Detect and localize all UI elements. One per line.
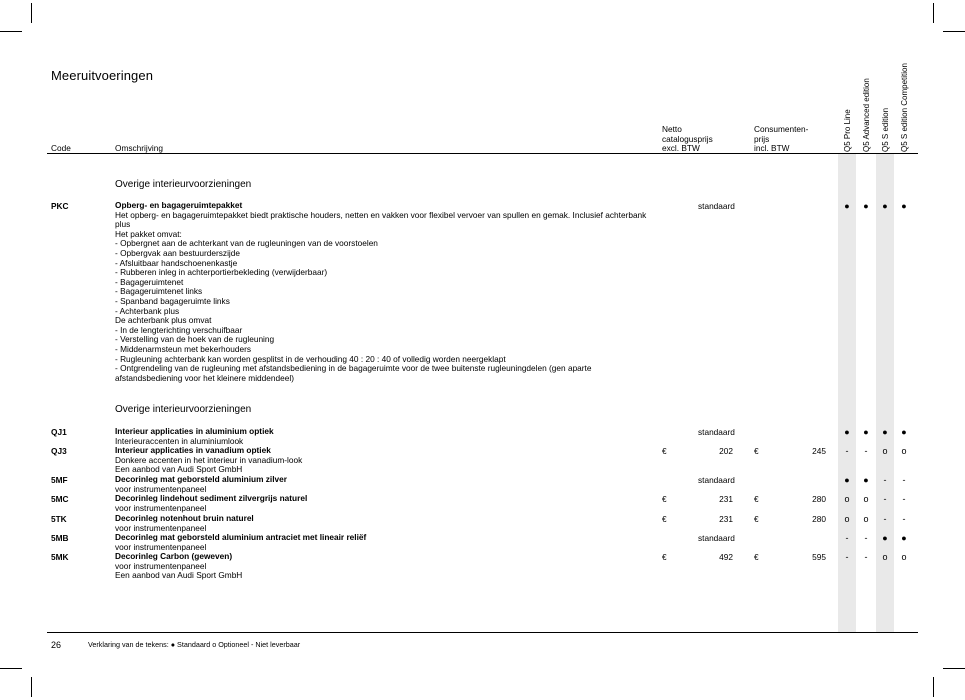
option-name: Decorinleg Carbon (geweven): [115, 551, 233, 561]
option-description: Decorinleg mat geborsteld aluminium antraciet met lineair reliëf voor instrumentenpaneel: [115, 533, 635, 552]
crop-mark: [943, 31, 965, 32]
option-code: 5MC: [51, 494, 69, 504]
option-code: QJ3: [51, 446, 67, 456]
availability-mark: -: [845, 552, 849, 562]
availability-mark: o: [882, 446, 888, 456]
option-description: Interieur applicaties in aluminium optiek Interieuraccenten in aluminiumlook: [115, 427, 635, 446]
crop-mark: [0, 668, 22, 669]
consumer-price: 595: [812, 552, 826, 562]
option-code: 5MB: [51, 533, 69, 543]
page-number: 26: [51, 640, 62, 650]
availability-mark: ●: [901, 533, 907, 543]
crop-mark: [31, 3, 32, 23]
availability-mark: ●: [844, 475, 850, 485]
price-note: standaard: [698, 475, 735, 485]
availability-mark: -: [864, 552, 868, 562]
header-edition-pro-line: Q5 Pro Line: [843, 109, 852, 152]
option-name: Opberg- en bagageruimtepakket: [115, 200, 243, 210]
euro-sign: €: [754, 494, 759, 504]
option-code: QJ1: [51, 427, 67, 437]
availability-mark: ●: [863, 427, 869, 437]
option-description: Decorinleg lindehout sediment zilvergrijs naturel voor instrumentenpaneel: [115, 494, 635, 513]
option-description: Interieur applicaties in vanadium optiek Donkere accenten in het interieur in vanadium-look Een aanbod van Audi Sport GmbH: [115, 446, 635, 475]
section-title: Overige interieurvoorzieningen: [115, 179, 252, 190]
header-rule: [47, 153, 918, 154]
net-price: 492: [719, 552, 733, 562]
consumer-price: 280: [812, 494, 826, 504]
availability-mark: o: [901, 552, 907, 562]
header-net-price: Netto catalogusprijs excl. BTW: [662, 124, 713, 153]
header-consumer-price: Consumenten- prijs incl. BTW: [754, 124, 809, 153]
header-edition-advanced: Q5 Advanced edition: [862, 78, 871, 152]
option-code: 5TK: [51, 514, 67, 524]
euro-sign: €: [662, 494, 667, 504]
availability-mark: -: [845, 446, 849, 456]
crop-mark: [933, 677, 934, 697]
option-name: Decorinleg mat geborsteld aluminium zilver: [115, 474, 287, 484]
euro-sign: €: [754, 446, 759, 456]
consumer-price: 280: [812, 514, 826, 524]
availability-mark: -: [845, 533, 849, 543]
availability-mark: -: [883, 494, 887, 504]
option-description: Decorinleg Carbon (geweven) voor instrumentenpaneel Een aanbod van Audi Sport GmbH: [115, 552, 635, 581]
crop-mark: [943, 668, 965, 669]
header-code: Code: [51, 143, 71, 153]
availability-mark: o: [863, 514, 869, 524]
availability-mark: -: [864, 533, 868, 543]
price-note: standaard: [698, 427, 735, 437]
crop-mark: [0, 31, 22, 32]
net-price: 231: [719, 514, 733, 524]
availability-mark: ●: [863, 475, 869, 485]
availability-mark: ●: [844, 201, 850, 211]
availability-mark: ●: [882, 533, 888, 543]
header-edition-s-competition: Q5 S edition Competition: [900, 63, 909, 152]
euro-sign: €: [662, 446, 667, 456]
option-name: Decorinleg mat geborsteld aluminium antraciet met lineair reliëf: [115, 532, 367, 542]
option-name: Interieur applicaties in aluminium optiek: [115, 426, 274, 436]
availability-mark: -: [902, 514, 906, 524]
option-name: Decorinleg lindehout sediment zilvergrijs naturel: [115, 493, 308, 503]
price-note: standaard: [698, 533, 735, 543]
availability-mark: o: [863, 494, 869, 504]
header-edition-s: Q5 S edition: [881, 107, 890, 152]
availability-mark: ●: [882, 427, 888, 437]
option-code: 5MK: [51, 552, 69, 562]
availability-mark: -: [883, 475, 887, 485]
availability-mark: o: [882, 552, 888, 562]
page-title: Meeruitvoeringen: [51, 68, 154, 83]
euro-sign: €: [662, 514, 667, 524]
availability-mark: -: [883, 514, 887, 524]
availability-mark: ●: [844, 427, 850, 437]
net-price: 231: [719, 494, 733, 504]
option-code: PKC: [51, 201, 69, 211]
availability-mark: ●: [901, 201, 907, 211]
availability-mark: -: [902, 475, 906, 485]
availability-mark: -: [902, 494, 906, 504]
euro-sign: €: [754, 514, 759, 524]
availability-mark: ●: [863, 201, 869, 211]
option-description: Opberg- en bagageruimtepakket Het opberg- en bagageruimtepakket biedt praktische houders, netten en vakken voor flexibel vervoer van spullen en gemak. Inclusief achterbank plus Het pakket omvat: - Opbergnet aan de achterkant van de rugleuningen van de voorstoelen - Opbergvak aan bestuurderszijde - Afsluitbaar handschoenenkastje - Rubberen inleg in achterportierbekleding (verwijderbaar) - Bagageruimtenet - Bagageruimtenet links - Spanband bagageruimte links - Achterbank plus De achterbank plus omvat - In de lengterichting verschuifbaar - Verstelling van de hoek van de rugleuning - Middenarmsteun met bekerhouders - Rugleuning achterbank kan worden gesplitst in de verhouding 40 : 20 : 40 of volledig worden neergeklapt - Ontgrendeling van de rugleuning met afstandsbediening in de bagageruimte voor de twee buitenste rugleuningdelen (gen aparte afstandsbediening voor het kleinere middendeel): [115, 200, 647, 383]
header-description: Omschrijving: [115, 143, 163, 153]
footer-rule: [47, 632, 918, 633]
legend: Verklaring van de tekens: ● Standaard o Optioneel - Niet leverbaar: [88, 640, 301, 649]
euro-sign: €: [662, 552, 667, 562]
option-description: Decorinleg notenhout bruin naturel voor instrumentenpaneel: [115, 514, 635, 533]
net-price: 202: [719, 446, 733, 456]
crop-mark: [933, 3, 934, 23]
consumer-price: 245: [812, 446, 826, 456]
option-name: Interieur applicaties in vanadium optiek: [115, 445, 271, 455]
price-note: standaard: [698, 201, 735, 211]
availability-mark: ●: [882, 201, 888, 211]
availability-mark: ●: [901, 427, 907, 437]
section-title: Overige interieurvoorzieningen: [115, 404, 252, 415]
availability-mark: o: [844, 494, 850, 504]
availability-mark: o: [844, 514, 850, 524]
euro-sign: €: [754, 552, 759, 562]
option-name: Decorinleg notenhout bruin naturel: [115, 513, 254, 523]
option-description: Decorinleg mat geborsteld aluminium zilver voor instrumentenpaneel: [115, 475, 635, 494]
availability-mark: -: [864, 446, 868, 456]
availability-mark: o: [901, 446, 907, 456]
option-code: 5MF: [51, 475, 68, 485]
crop-mark: [31, 677, 32, 697]
